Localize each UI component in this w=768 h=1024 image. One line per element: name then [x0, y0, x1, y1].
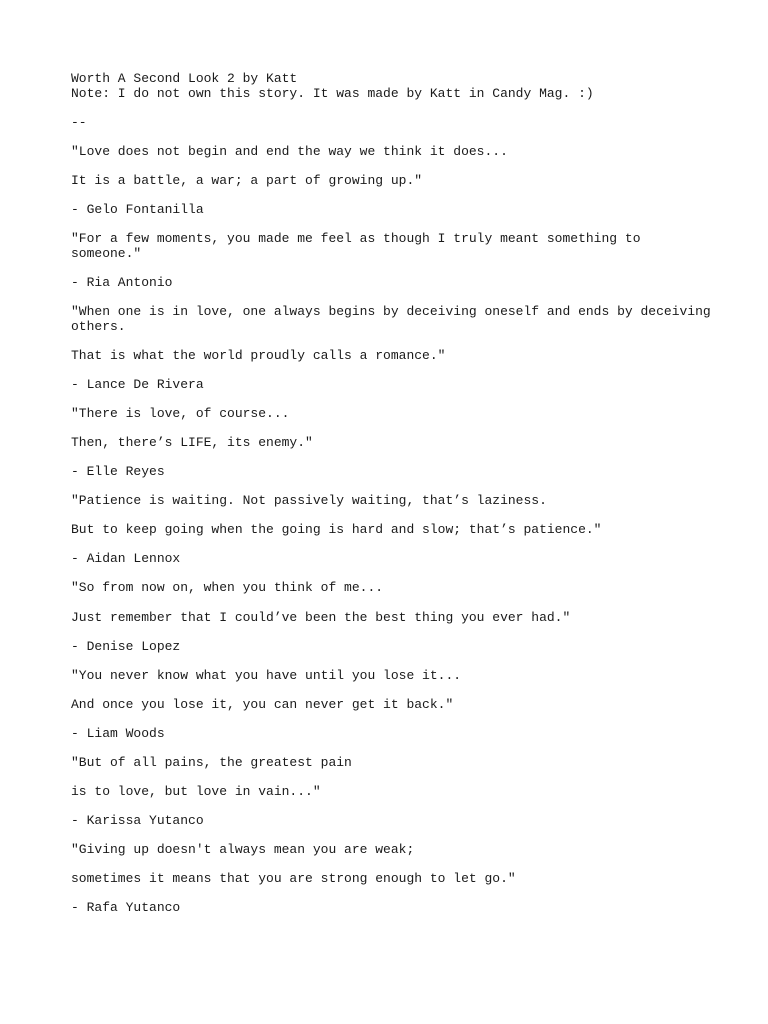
separator: -- [71, 115, 87, 130]
quote-line: "So from now on, when you think of me... [71, 580, 384, 596]
quotes-list [71, 145, 711, 916]
quote-author: - Denise Lopez [71, 638, 181, 654]
quote-line: Then, there’s LIFE, its enemy." [71, 434, 313, 450]
document-page [71, 72, 711, 931]
quote-author: - Ria Antonio [71, 274, 173, 290]
quote-line: "For a few moments, you made me feel as though I truly meant something to someone." [71, 231, 641, 261]
quote-line: "Patience is waiting. Not passively waiting, that’s laziness. [71, 493, 547, 509]
quote-line: "Giving up doesn't always mean you are weak; [71, 842, 415, 858]
quote-line: "Love does not begin and end the way we think it does... [71, 144, 508, 160]
quote-author: - Lance De Rivera [71, 376, 204, 392]
quote-line: Just remember that I could’ve been the best thing you ever had." [71, 609, 571, 625]
quote-line: "When one is in love, one always begins by deceiving oneself and ends by deceiving others. [71, 304, 711, 334]
quote-author: - Rafa Yutanco [71, 900, 181, 916]
spacer [71, 101, 711, 116]
quote-line: And once you lose it, you can never get it back." [71, 696, 454, 712]
quote-line: That is what the world proudly calls a romance." [71, 347, 446, 363]
quote-author: - Liam Woods [71, 725, 165, 741]
quote-line: "But of all pains, the greatest pain [71, 754, 352, 770]
quote-author: - Elle Reyes [71, 464, 165, 480]
quote-author: - Gelo Fontanilla [71, 202, 204, 218]
quote-line: But to keep going when the going is hard and slow; that’s patience." [71, 522, 602, 538]
quote-author: - Karissa Yutanco [71, 813, 204, 829]
document-note: Note: I do not own this story. It was made by Katt in Candy Mag. :) [71, 85, 594, 101]
quote-author: - Aidan Lennox [71, 551, 181, 567]
quote-line: It is a battle, a war; a part of growing up." [71, 173, 423, 189]
document-title: Worth A Second Look 2 by Katt [71, 71, 298, 86]
quote-line: sometimes it means that you are strong enough to let go." [71, 871, 516, 887]
quote-line: "There is love, of course... [71, 405, 290, 421]
quote-line: is to love, but love in vain..." [71, 784, 321, 800]
quote-line: "You never know what you have until you lose it... [71, 667, 462, 683]
